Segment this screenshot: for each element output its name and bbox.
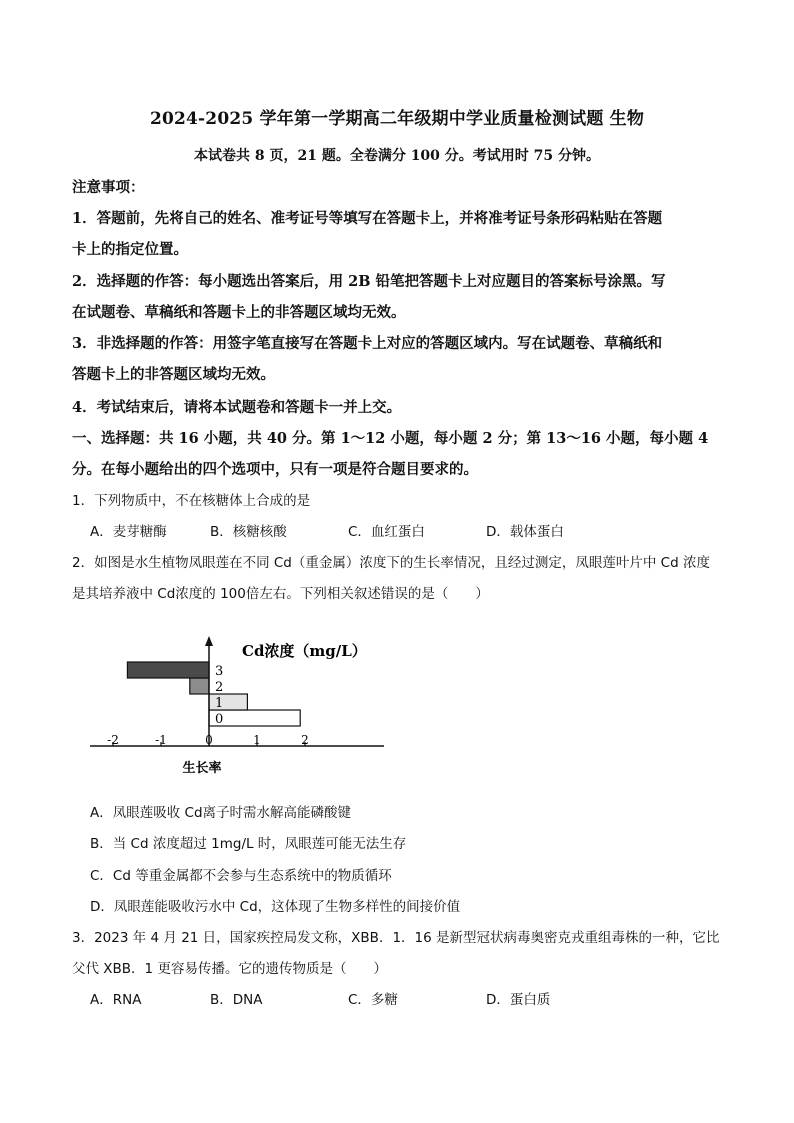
question-3-stem: 父代 XBB．1 更容易传播。它的遗传物质是（ ） — [72, 961, 387, 977]
page-title: 2024-2025 学年第一学期高二年级期中学业质量检测试题 生物 — [149, 109, 645, 129]
note-line: 答题卡上的非答题区域均无效。 — [72, 366, 275, 383]
y-axis-arrow-icon — [205, 636, 213, 646]
q1-option-d: D．载体蛋白 — [486, 524, 564, 540]
chart-category-label: 1 — [215, 696, 224, 711]
q1-option-b: B．核糖核酸 — [210, 524, 287, 540]
section-heading: 一、选择题：共 16 小题，共 40 分。第 1～12 小题，每小题 2 分；第 13～16 小题，每小题 4 — [72, 430, 709, 447]
section-heading: 分。在每小题给出的四个选项中，只有一项是符合题目要求的。 — [72, 461, 478, 478]
chart-x-tick-label: 0 — [205, 733, 213, 747]
chart-bar-3 — [127, 662, 209, 678]
chart-x-tick-label: -2 — [107, 733, 119, 747]
chart-x-tick-label: 2 — [301, 733, 309, 747]
q2-option-d: D．凤眼莲能吸收污水中 Cd，这体现了生物多样性的间接价值 — [90, 899, 461, 915]
q2-option-a: A．凤眼莲吸收 Cd离子时需水解高能磷酸键 — [90, 805, 352, 821]
chart-category-label: 0 — [215, 712, 224, 727]
chart-x-tick-label: 1 — [253, 733, 261, 747]
q1-option-a: A．麦芽糖酶 — [90, 524, 167, 540]
q2-option-b: B．当 Cd 浓度超过 1mg/L 时，凤眼莲可能无法生存 — [90, 836, 407, 852]
q3-option-d: D．蛋白质 — [486, 992, 551, 1008]
chart-x-axis-label: 生长率 — [182, 761, 222, 776]
question-1-stem: 1．下列物质中，不在核糖体上合成的是 — [72, 493, 311, 509]
note-line: 卡上的指定位置。 — [72, 241, 188, 258]
note-line: 在试题卷、草稿纸和答题卡上的非答题区域均无效。 — [72, 304, 406, 321]
note-line: 2．选择题的作答：每小题选出答案后，用 2B 铅笔把答题卡上对应题目的答案标号涂黑。写 — [72, 273, 666, 290]
chart-bar-2 — [190, 678, 209, 694]
question-3-stem: 3．2023 年 4 月 21 日，国家疾控局发文称，XBB．1．16 是新型冠状病毒奥密克戎重组毒株的一种，它比 — [72, 930, 720, 946]
chart-title: Cd浓度（mg/L） — [242, 642, 367, 660]
note-line: 4．考试结束后，请将本试题卷和答题卡一并上交。 — [72, 399, 402, 416]
chart-x-tick-label: -1 — [155, 733, 167, 747]
note-line: 3．非选择题的作答：用签字笔直接写在答题卡上对应的答题区域内。写在试题卷、草稿纸和 — [72, 335, 663, 352]
q1-option-c: C．血红蛋白 — [348, 524, 425, 540]
question-2-stem: 2．如图是水生植物凤眼莲在不同 Cd（重金属）浓度下的生长率情况，且经过测定，凤眼莲叶片中 Cd 浓度 — [72, 555, 710, 571]
chart-category-label: 3 — [215, 664, 224, 679]
q3-option-c: C．多糖 — [348, 992, 398, 1008]
question-2-stem: 是其培养液中 Cd浓度的 100倍左右。下列相关叙述错误的是（ ） — [72, 586, 489, 602]
notes-heading: 注意事项： — [72, 179, 145, 196]
chart-category-label: 2 — [215, 680, 224, 695]
q3-option-a: A．RNA — [90, 992, 142, 1008]
q3-option-b: B．DNA — [210, 992, 263, 1008]
growth-rate-chart — [88, 628, 388, 788]
exam-info: 本试卷共 8 页，21 题。全卷满分 100 分。考试用时 75 分钟。 — [193, 148, 601, 164]
note-line: 1．答题前，先将自己的姓名、准考证号等填写在答题卡上，并将准考证号条形码粘贴在答题 — [72, 210, 663, 227]
q2-option-c: C．Cd 等重金属都不会参与生态系统中的物质循环 — [90, 868, 392, 884]
